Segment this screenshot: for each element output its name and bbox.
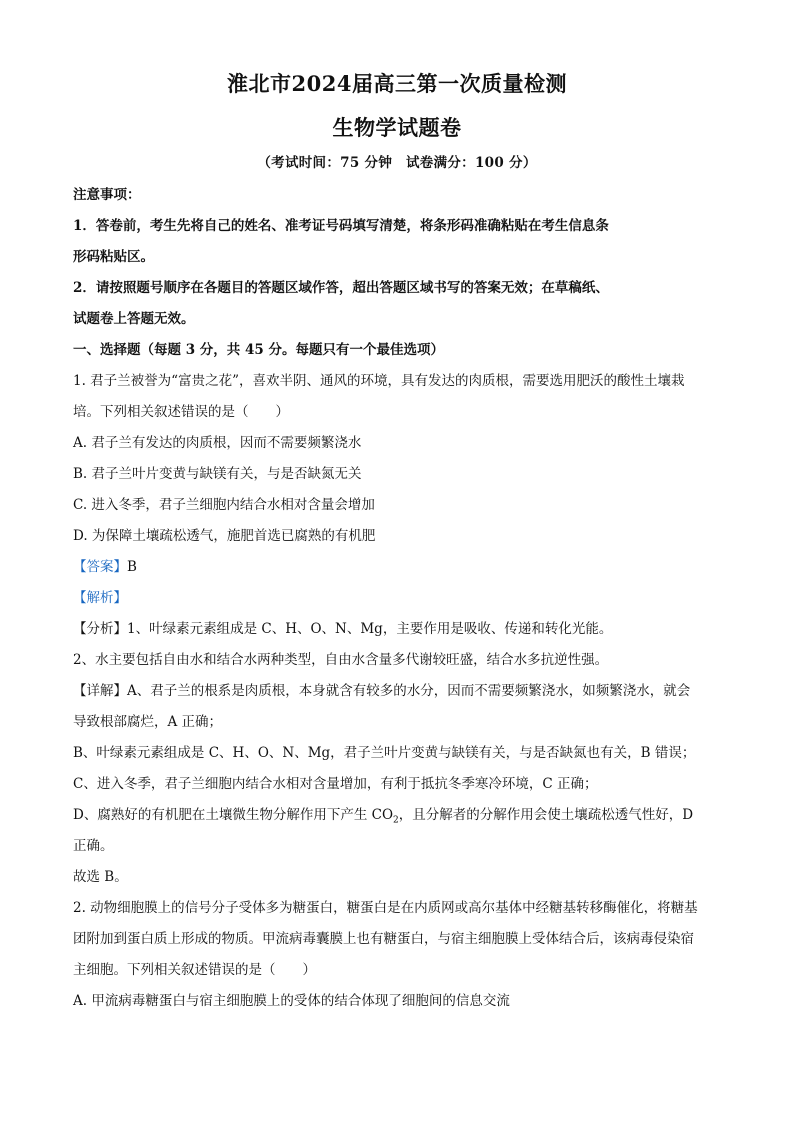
notice-item-2-line-2: 试题卷上答题无效。 xyxy=(73,311,195,327)
xiangjie-text-5-pre: D、腐熟好的有机肥在土壤微生物分解作用下产生 CO xyxy=(73,807,394,823)
q1-answer xyxy=(73,552,721,583)
document-body xyxy=(73,180,721,1017)
q1-xiangjie-line-3: B、叶绿素元素组成是 C、H、O、N、Mg，君子兰叶片变黄与缺镁有关，与是否缺氮也有关，B 错误； xyxy=(73,745,696,761)
q1-fenxi-line-2: 2、水主要包括自由水和结合水两种类型，自由水含量多代谢较旺盛，结合水多抗逆性强。 xyxy=(73,652,609,668)
notice-heading: 注意事项： xyxy=(73,187,141,203)
fenxi-text-1: 1、叶绿素元素组成是 C、H、O、N、Mg，主要作用是吸收、传递和转化光能。 xyxy=(127,621,613,637)
exam-title: 淮北市2024届高三第一次质量检测 xyxy=(227,71,567,96)
exam-info: （考试时间：75 分钟 试卷满分：100 分） xyxy=(257,155,537,171)
notice-item-1-line-1: 1．答卷前，考生先将自己的姓名、准考证号码填写清楚，将条形码准确粘贴在考生信息条 xyxy=(73,218,609,234)
co2-subscript: 2 xyxy=(393,815,399,826)
q1-fenxi-line-1 xyxy=(73,614,721,645)
subject-title: 生物学试题卷 xyxy=(332,115,462,140)
q2-stem-line-3: 主细胞。下列相关叙述错误的是（ ） xyxy=(73,962,316,978)
q1-xiangjie-line-6: 正确。 xyxy=(73,838,114,854)
q1-xiangjie-line-5 xyxy=(73,800,721,831)
notice-item-2-line-1: 2．请按照题号顺序在各题目的答题区域作答，超出答题区域书写的答案无效；在草稿纸、 xyxy=(73,280,609,296)
answer-tag: 【答案】 xyxy=(73,559,127,575)
answer-value: B xyxy=(127,559,137,575)
q2-option-a: A. 甲流病毒糖蛋白与宿主细胞膜上的受体的结合体现了细胞间的信息交流 xyxy=(73,993,510,1009)
analysis-tag: 【解析】 xyxy=(73,590,127,606)
q1-analysis xyxy=(73,583,721,614)
xiangjie-text-5-post: ，且分解者的分解作用会使土壤疏松透气性好，D xyxy=(398,807,694,823)
q1-xiangjie-line-1 xyxy=(73,676,721,707)
q1-xiangjie-line-4: C、进入冬季，君子兰细胞内结合水相对含量增加，有利于抵抗冬季寒冷环境，C 正确； xyxy=(73,776,598,792)
q1-option-b: B. 君子兰叶片变黄与缺镁有关，与是否缺氮无关 xyxy=(73,466,362,482)
q1-stem-line-2: 培。下列相关叙述错误的是（ ） xyxy=(73,404,289,420)
xiangjie-text-1: A、君子兰的根系是肉质根，本身就含有较多的水分，因而不需要频繁浇水，如频繁浇水，就会 xyxy=(127,683,691,699)
q1-option-a: A. 君子兰有发达的肉质根，因而不需要频繁浇水 xyxy=(73,435,362,451)
q1-option-c: C. 进入冬季，君子兰细胞内结合水相对含量会增加 xyxy=(73,497,375,513)
notice-item-1-line-2: 形码粘贴区。 xyxy=(73,249,154,265)
q1-option-d: D. 为保障土壤疏松透气，施肥首选已腐熟的有机肥 xyxy=(73,528,376,544)
section-heading: 一、选择题（每题 3 分，共 45 分。每题只有一个最佳选项） xyxy=(73,342,444,358)
q2-stem-line-2: 团附加到蛋白质上形成的物质。甲流病毒囊膜上也有糖蛋白，与宿主细胞膜上受体结合后，该病毒侵染宿 xyxy=(73,931,694,947)
q1-stem-line-1: 1. 君子兰被誉为“富贵之花”，喜欢半阴、通风的环境，具有发达的肉质根，需要选用肥沃的酸性土壤栽 xyxy=(73,373,685,389)
q2-stem-line-1: 2. 动物细胞膜上的信号分子受体多为糖蛋白，糖蛋白是在内质网或高尔基体中经糖基转移酶催化，将糖基 xyxy=(73,900,698,916)
fenxi-tag: 【分析】 xyxy=(73,621,127,637)
q1-xiangjie-line-2: 导致根部腐烂，A 正确； xyxy=(73,714,223,730)
xiangjie-tag: 【详解】 xyxy=(73,683,127,699)
q1-conclusion: 故选 B。 xyxy=(73,869,128,885)
